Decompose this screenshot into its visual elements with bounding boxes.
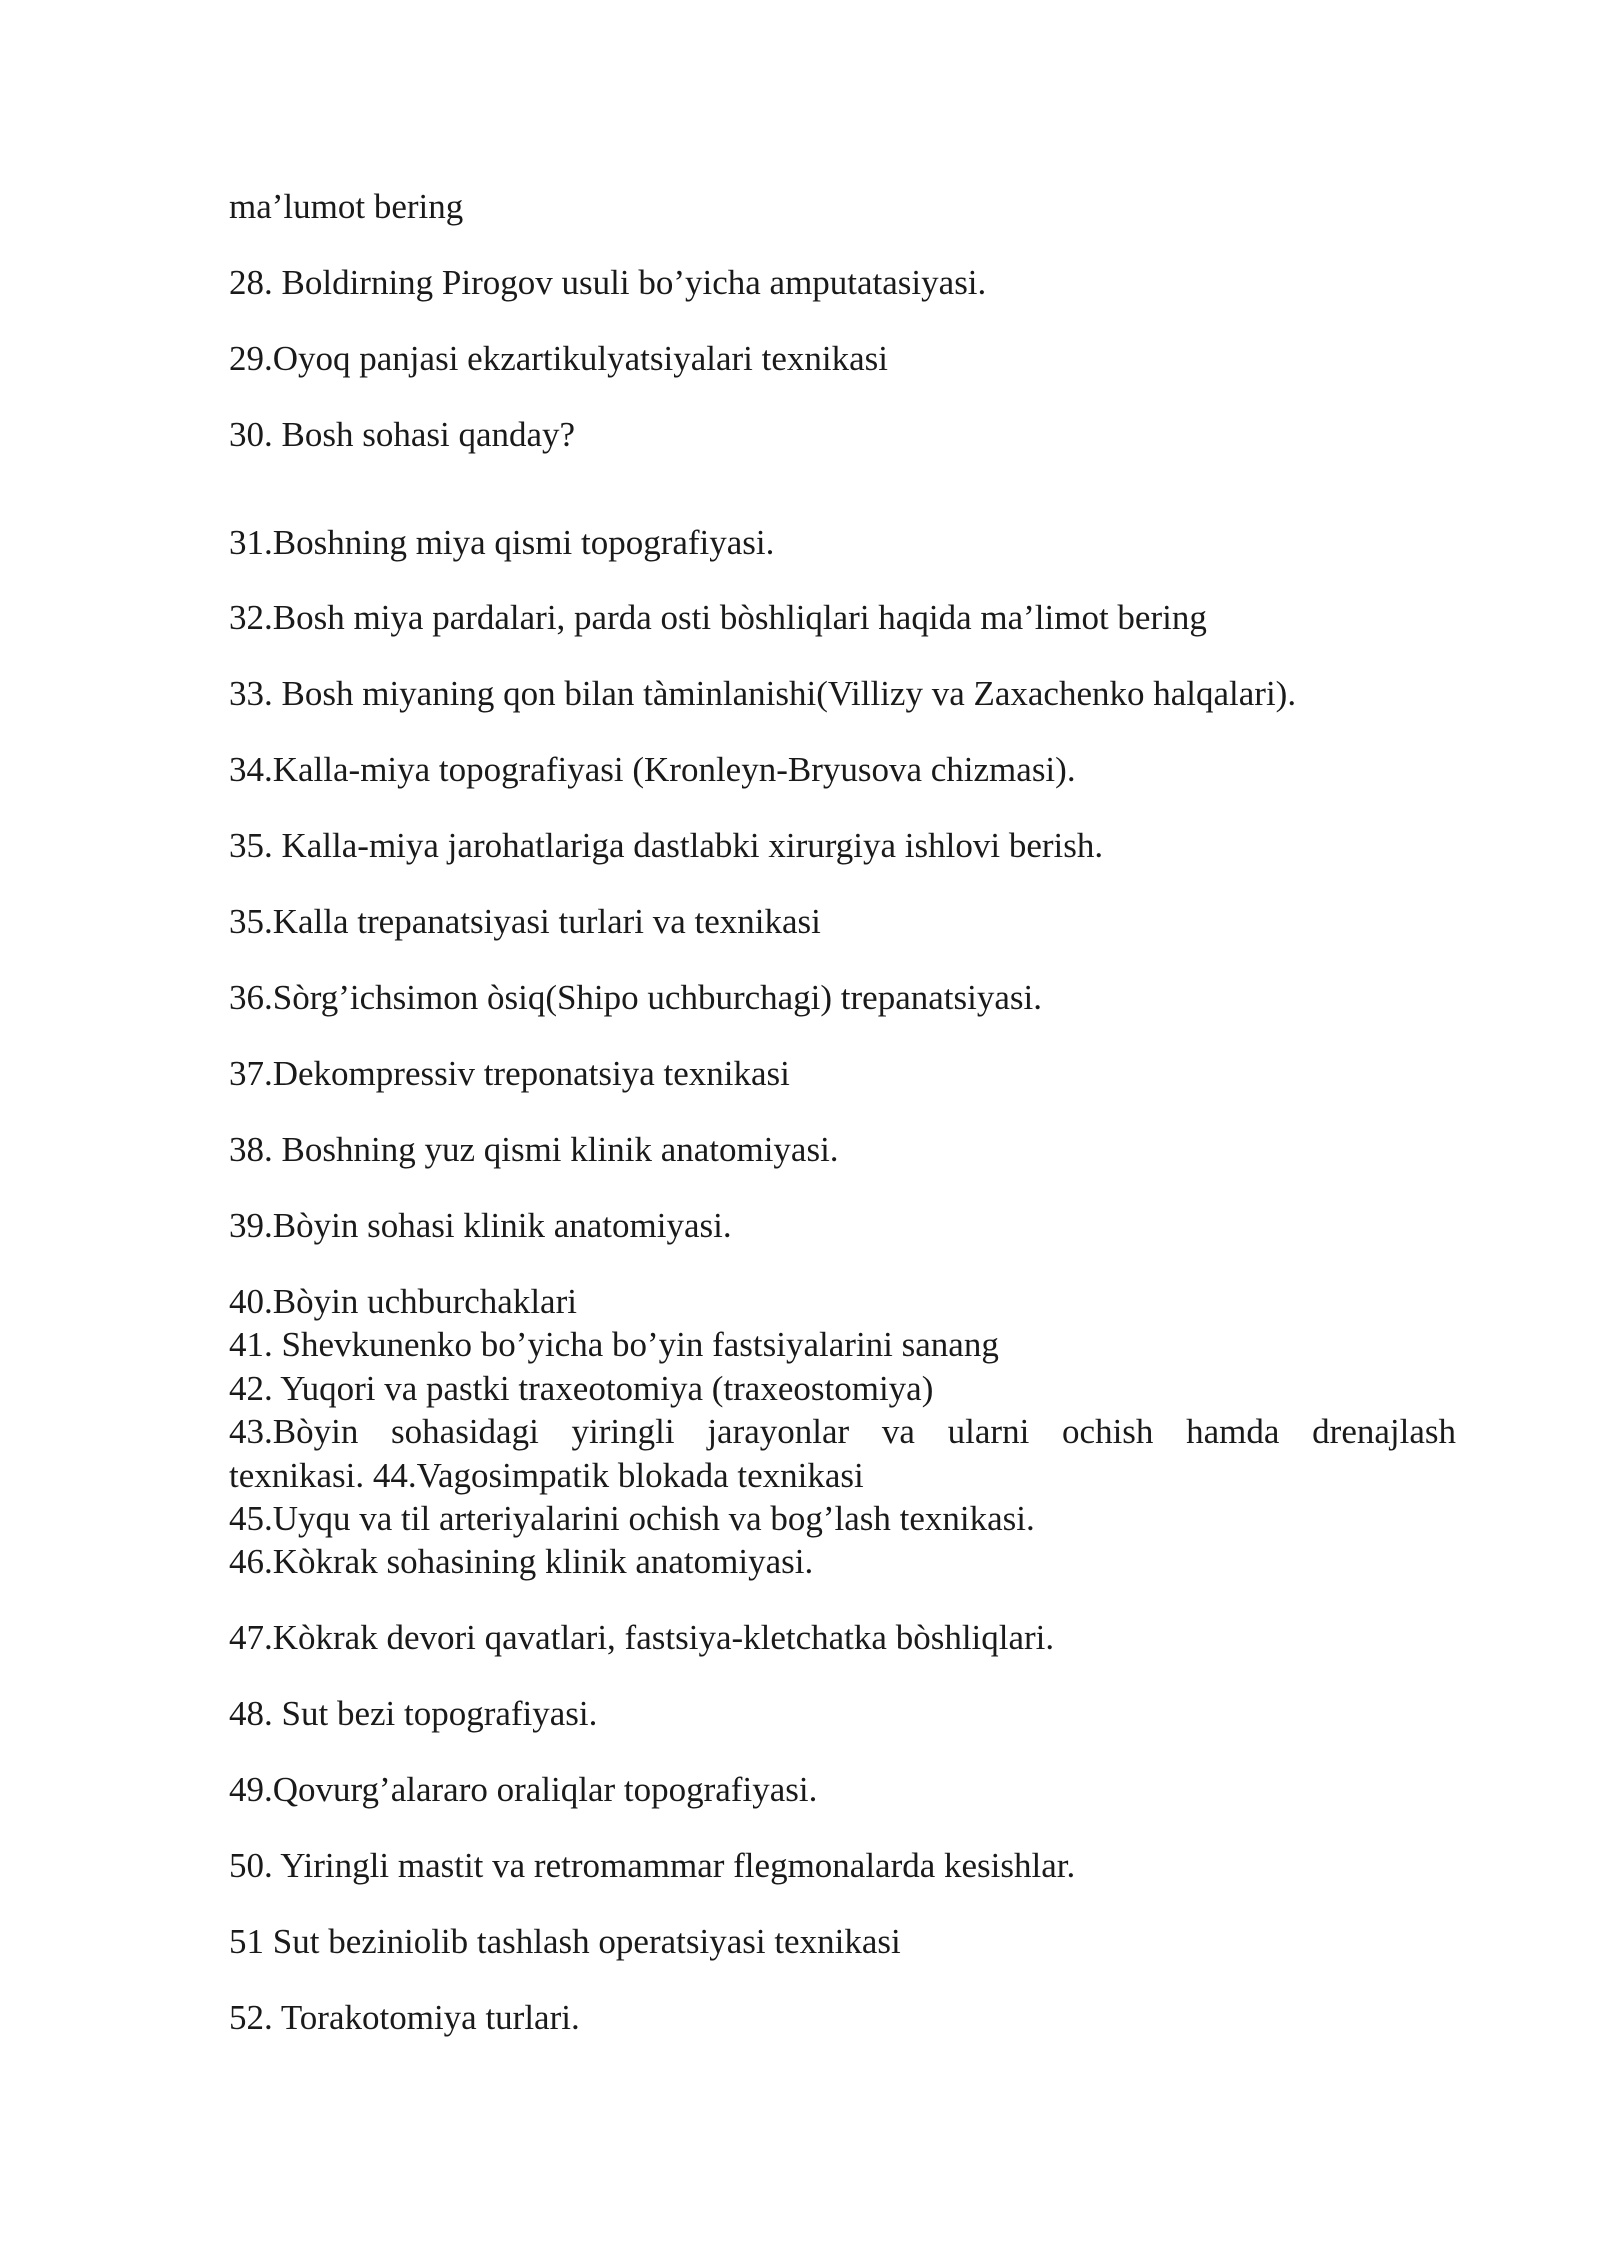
text-line: 49.Qovurg’alararo oraliqlar topografiyasi. <box>229 1770 818 1809</box>
text-line: 45.Uyqu va til arteriyalarini ochish va bog’lash texnikasi. <box>229 1499 1035 1538</box>
text-line: 29.Oyoq panjasi ekzartikulyatsiyalari texnikasi <box>229 339 888 378</box>
text-line: ma’lumot bering <box>229 187 464 226</box>
text-line: 34.Kalla-miya topografiyasi (Kronleyn-Bryusova chizmasi). <box>229 750 1076 789</box>
text-line: 35.Kalla trepanatsiyasi turlari va texnikasi <box>229 902 821 941</box>
text-line: 36.Sòrg’ichsimon òsiq(Shipo uchburchagi) trepanatsiyasi. <box>229 978 1042 1017</box>
text-line: 28. Boldirning Pirogov usuli bo’yicha amputatasiyasi. <box>229 263 987 302</box>
text-line: 39.Bòyin sohasi klinik anatomiyasi. <box>229 1206 732 1245</box>
text-line: 42. Yuqori va pastki traxeotomiya (traxeostomiya) <box>229 1369 934 1408</box>
text-line: 38. Boshning yuz qismi klinik anatomiyasi. <box>229 1130 839 1169</box>
text-line: 31.Boshning miya qismi topografiyasi. <box>229 523 775 562</box>
text-line: 35. Kalla-miya jarohatlariga dastlabki xirurgiya ishlovi berish. <box>229 826 1104 865</box>
text-line: 51 Sut beziniolib tashlash operatsiyasi texnikasi <box>229 1922 901 1961</box>
text-line: 48. Sut bezi topografiyasi. <box>229 1694 598 1733</box>
text-line-justified: 43.Bòyin sohasidagi yiringli jarayonlar va ularni ochish hamda drenajlash <box>229 1412 1456 1451</box>
text-line: 32.Bosh miya pardalari, parda osti bòshliqlari haqida ma’limot bering <box>229 598 1207 637</box>
text-line: 52. Torakotomiya turlari. <box>229 1998 580 2037</box>
text-line: 46.Kòkrak sohasining klinik anatomiyasi. <box>229 1542 814 1581</box>
text-line: 37.Dekompressiv treponatsiya texnikasi <box>229 1054 790 1093</box>
text-line: 33. Bosh miyaning qon bilan tàminlanishi(Villizy va Zaxachenko halqalari). <box>229 674 1297 713</box>
text-line: 40.Bòyin uchburchaklari <box>229 1282 577 1321</box>
text-line: texnikasi. 44.Vagosimpatik blokada texnikasi <box>229 1456 864 1495</box>
text-line: 47.Kòkrak devori qavatlari, fastsiya-kletchatka bòshliqlari. <box>229 1618 1055 1657</box>
text-line: 41. Shevkunenko bo’yicha bo’yin fastsiyalarini sanang <box>229 1325 999 1364</box>
text-line: 50. Yiringli mastit va retromammar flegmonalarda kesishlar. <box>229 1846 1076 1885</box>
text-line: 30. Bosh sohasi qanday? <box>229 415 576 454</box>
